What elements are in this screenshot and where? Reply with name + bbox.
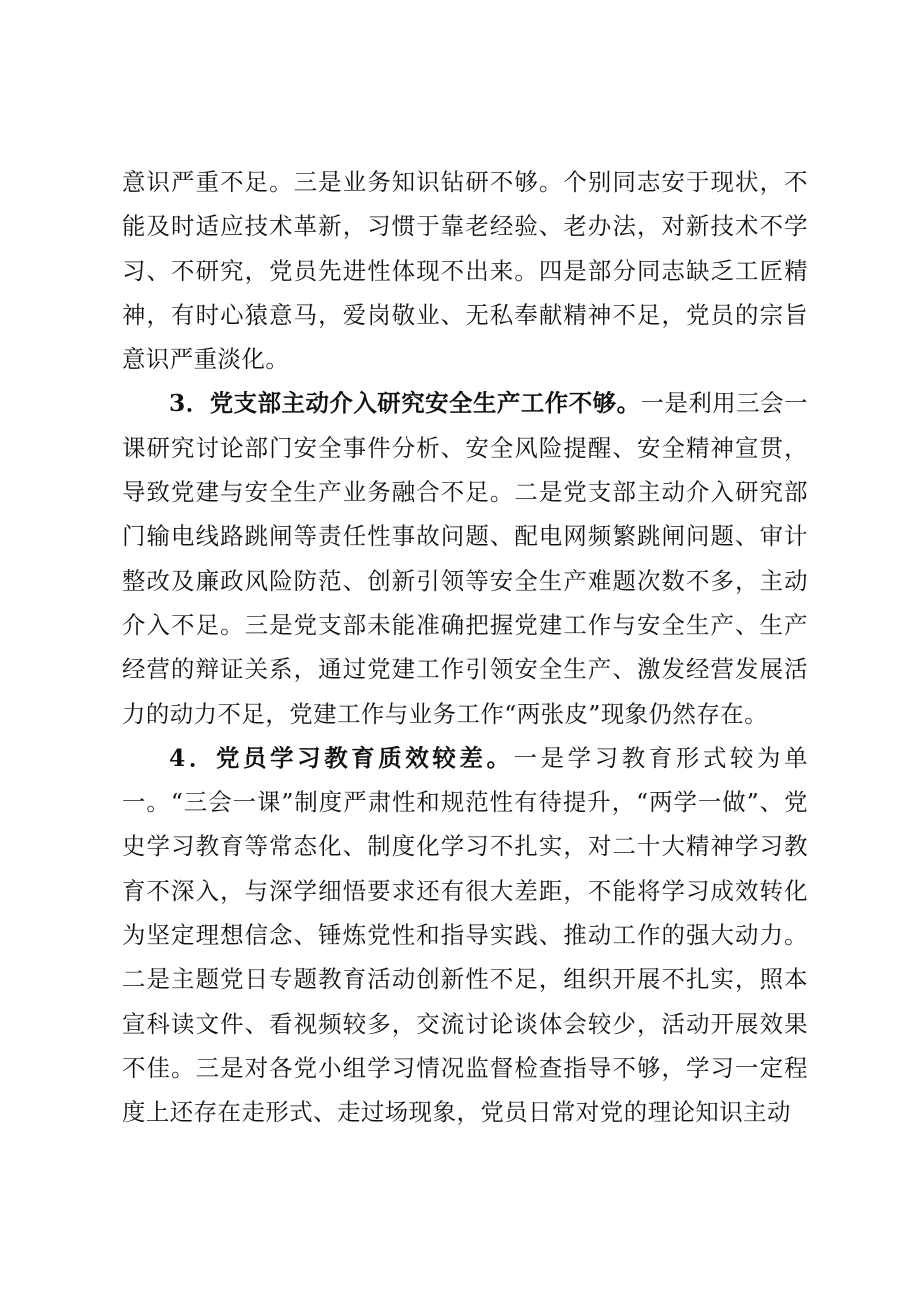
document-body: [122, 160, 808, 1135]
section-heading: 3．党支部主动介入研究安全生产工作不够。: [169, 389, 641, 418]
paragraph-section-4: [122, 736, 808, 1135]
paragraph-text: 一是学习教育形式较为单一。“三会一课”制度严肃性和规范性有待提升，“两学一做”、党史学习教育等常态化、制度化学习不扎实，对二十大精神学习教育不深入，与深学细悟要求还有很大差距，不能将学习成效转化为坚定理想信念、锤炼党性和指导实践、推动工作的强大动力。二是主题党日专题教育活动创新性不足，组织开展不扎实，照本宣科读文件、看视频较多，交流讨论谈体会较少，活动开展效果不佳。三是对各党小组学习情况监督检查指导不够，学习一定程度上还存在走形式、走过场现象，党员日常对党的理论知识主动: [122, 743, 808, 1127]
paragraph-text: 一是利用三会一课研究讨论部门安全事件分析、安全风险提醒、安全精神宣贯，导致党建与安全生产业务融合不足。二是党支部主动介入研究部门输电线路跳闸等责任性事故问题、配电网频繁跳闸问题、审计整改及廉政风险防范、创新引领等安全生产难题次数不多，主动介入不足。三是党支部未能准确把握党建工作与安全生产、生产经营的辩证关系，通过党建工作引领安全生产、激发经营发展活力的动力不足，党建工作与业务工作“两张皮”现象仍然存在。: [122, 389, 808, 728]
section-heading: 4．党员学习教育质效较差。: [169, 743, 514, 772]
paragraph-continuation: [122, 160, 808, 381]
paragraph-text: 意识严重不足。三是业务知识钻研不够。个别同志安于现状，不能及时适应技术革新，习惯于靠老经验、老办法，对新技术不学习、不研究，党员先进性体现不出来。四是部分同志缺乏工匠精神，有时心猿意马，爱岗敬业、无私奉献精神不足，党员的宗旨意识严重淡化。: [122, 168, 808, 374]
paragraph-section-3: [122, 381, 808, 735]
